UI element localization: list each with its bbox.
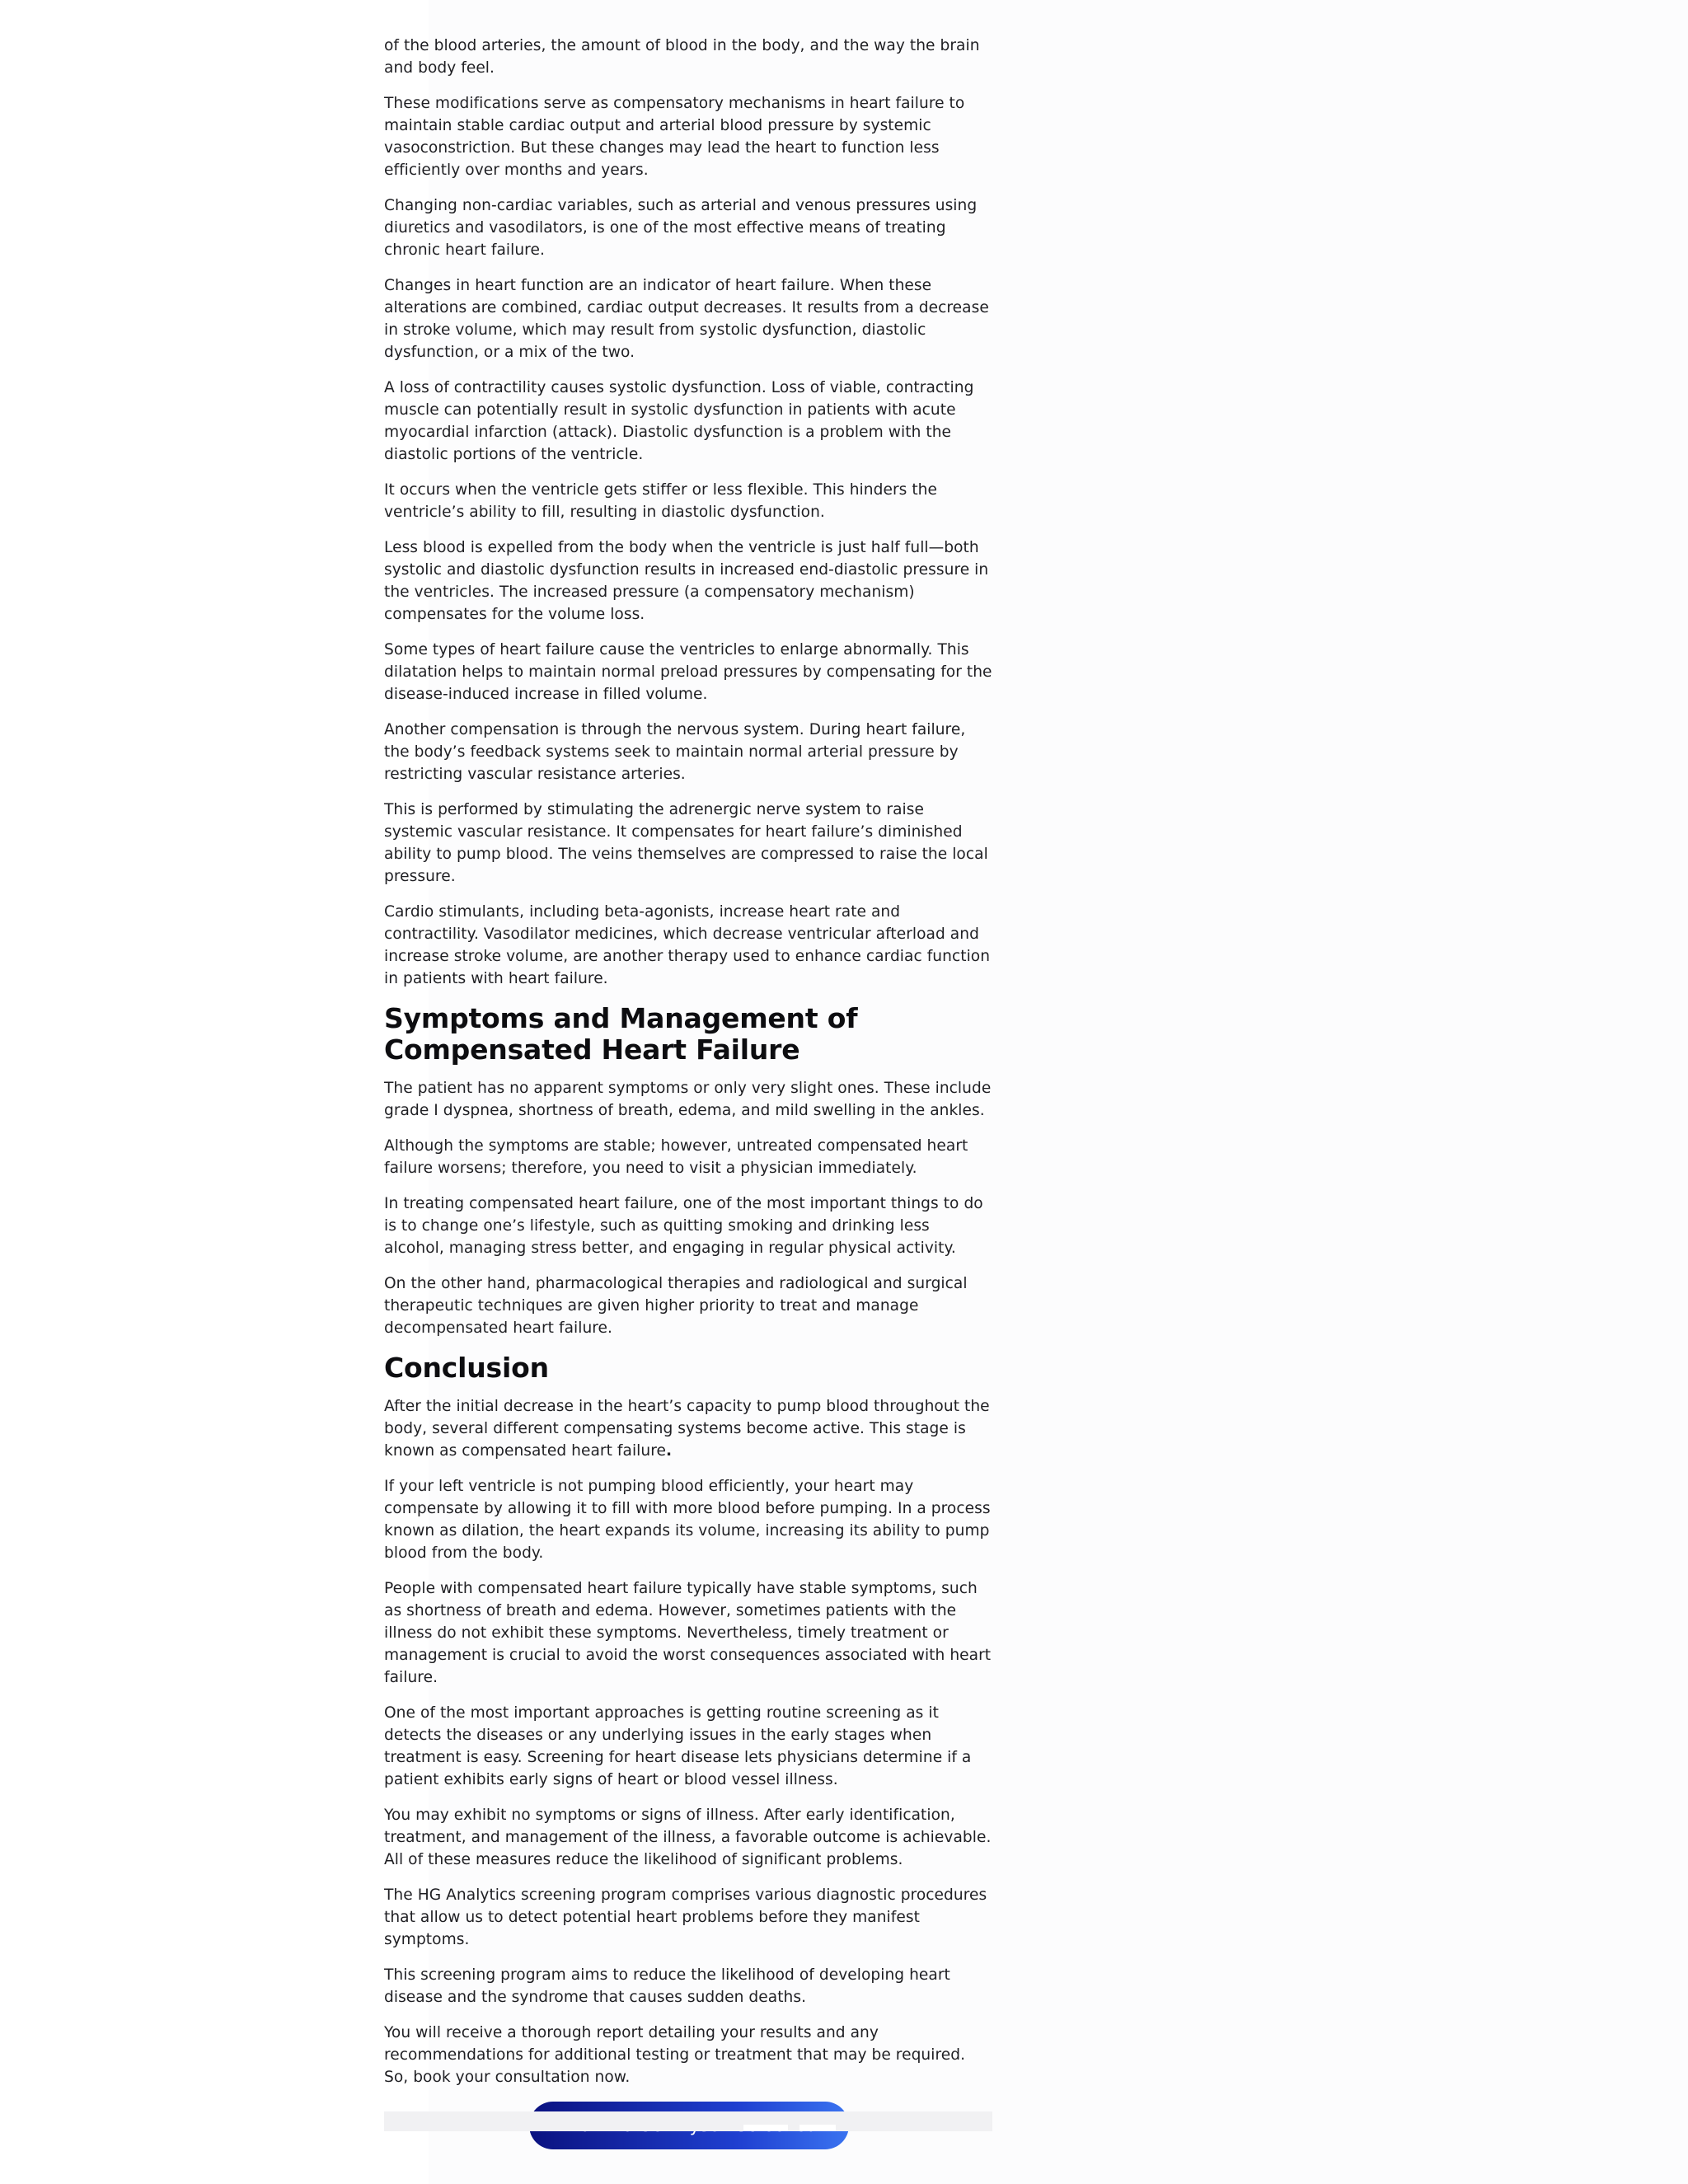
conclusion-first-period: . — [665, 1442, 673, 1460]
conclusion-heading: Conclusion — [384, 1352, 549, 1384]
article-paragraph: It occurs when the ventricle gets stiffer or less flexible. This hinders the ventricle’s ability to fill, resulting in diastolic dysfunction. — [384, 481, 937, 521]
article-paragraph: This screening program aims to reduce the likelihood of developing heart disease and the syndrome that causes sudden deaths. — [384, 1966, 950, 2006]
footer-tab — [743, 2125, 788, 2131]
article-paragraph: Another compensation is through the nervous system. During heart failure, the body’s feedback systems seek to maintain normal arterial pressure by restricting vascular resistance arteries. — [384, 721, 966, 783]
footer-strip — [384, 2111, 992, 2131]
article-paragraph: The patient has no apparent symptoms or only very slight ones. These include grade I dyspnea, shortness of breath, edema, and mild swelling in the ankles. — [384, 1080, 992, 1119]
article-paragraph: This is performed by stimulating the adrenergic nerve system to raise systemic vascular resistance. It compensates for heart failure’s diminished ability to pump blood. The veins themselves are compressed to raise the local pressure. — [384, 801, 988, 885]
article-paragraph: People with compensated heart failure typically have stable symptoms, such as shortness of breath and edema. However, sometimes patients with the illness do not exhibit these symptoms. Nevertheless, timely treatment or management is crucial to avoid the worst consequences associated with heart failure. — [384, 1580, 992, 1686]
article-paragraph: Some types of heart failure cause the ventricles to enlarge abnormally. This dilatation helps to maintain normal preload pressures by compensating for the disease-induced increase in filled volume. — [384, 641, 992, 703]
article-paragraph: These modifications serve as compensatory mechanisms in heart failure to maintain stable cardiac output and arterial blood pressure by systemic vasoconstriction. But these changes may lead the heart to function less efficiently over months and years. — [384, 95, 965, 179]
article-paragraph: In treating compensated heart failure, one of the most important things to do is to change one’s lifestyle, such as quitting smoking and drinking less alcohol, managing stress better, and engaging in regular physical activity. — [384, 1195, 983, 1257]
article-paragraph: Changing non-cardiac variables, such as arterial and venous pressures using diuretics and vasodilators, is one of the most effective means of treating chronic heart failure. — [384, 197, 978, 259]
article-paragraph: On the other hand, pharmacological therapies and radiological and surgical therapeutic techniques are given higher priority to treat and manage decompensated heart failure. — [384, 1275, 968, 1337]
article-paragraph: Cardio stimulants, including beta-agonists, increase heart rate and contractility. Vasodilator medicines, which decrease ventricular afterload and increase stroke volume, are another therapy used to enhance cardiac function in patients with heart failure. — [384, 903, 991, 987]
conclusion-first-text: After the initial decrease in the heart’s capacity to pump blood throughout the body, several different compensating systems become active. This stage is known as compensated heart failure — [384, 1398, 990, 1460]
article-body — [384, 37, 994, 2149]
article-paragraph: Although the symptoms are stable; however, untreated compensated heart failure worsens; therefore, you need to visit a physician immediately. — [384, 1137, 968, 1177]
footer-tab — [799, 2125, 836, 2131]
article-paragraph: Changes in heart function are an indicator of heart failure. When these alterations are combined, cardiac output decreases. It results from a decrease in stroke volume, which may result from systolic dysfunction, diastolic dysfunction, or a mix of the two. — [384, 277, 989, 361]
article-paragraph: of the blood arteries, the amount of blood in the body, and the way the brain and body feel. — [384, 37, 980, 77]
article-paragraph — [384, 1395, 994, 1462]
article-paragraph: A loss of contractility causes systolic dysfunction. Loss of viable, contracting muscle can potentially result in systolic dysfunction in patients with acute myocardial infarction (attack). Diastolic dysfunction is a problem with the diastolic portions of the ventricle. — [384, 379, 974, 463]
article-paragraph: You will receive a thorough report detailing your results and any recommendations for additional testing or treatment that may be required. So, book your consultation now. — [384, 2024, 966, 2086]
symptoms-heading: Symptoms and Management of Compensated Heart Failure — [384, 1002, 858, 1066]
article-paragraph: Less blood is expelled from the body when the ventricle is just half full—both systolic and diastolic dysfunction results in increased end-diastolic pressure in the ventricles. The increased pressure (a compensatory mechanism) compensates for the volume loss. — [384, 539, 989, 623]
article-paragraph: You may exhibit no symptoms or signs of illness. After early identification, treatment, and management of the illness, a favorable outcome is achievable. All of these measures reduce the likelihood of significant problems. — [384, 1807, 992, 1868]
article-paragraph: One of the most important approaches is getting routine screening as it detects the diseases or any underlying issues in the early stages when treatment is easy. Screening for heart disease lets physicians determine if a patient exhibits early signs of heart or blood vessel illness. — [384, 1704, 972, 1788]
article-paragraph: If your left ventricle is not pumping blood efficiently, your heart may compensate by allowing it to fill with more blood before pumping. In a process known as dilation, the heart expands its volume, increasing its ability to pump blood from the body. — [384, 1478, 991, 1562]
article-paragraph: The HG Analytics screening program comprises various diagnostic procedures that allow us to detect potential heart problems before they manifest symptoms. — [384, 1886, 987, 1948]
